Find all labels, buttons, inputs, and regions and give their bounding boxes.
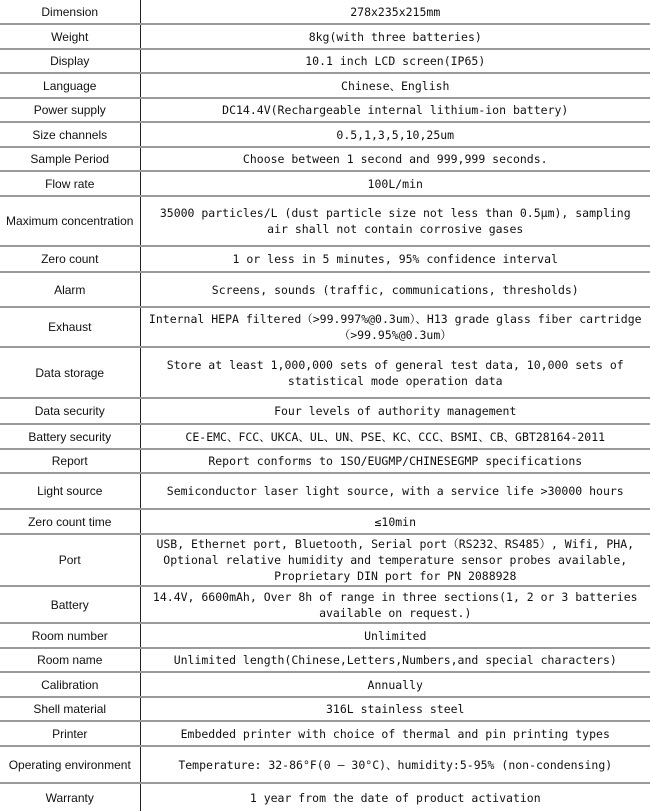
spec-row xyxy=(0,721,650,746)
spec-row xyxy=(0,783,650,811)
spec-label: Data storage xyxy=(0,347,140,398)
spec-value: 10.1 inch LCD screen(IP65) xyxy=(140,49,650,73)
spec-value: Temperature: 32-86°F(0 – 30°C)、humidity:5-95% (non-condensing) xyxy=(140,746,650,783)
spec-label: Sample Period xyxy=(0,147,140,171)
spec-row xyxy=(0,449,650,473)
spec-label: Port xyxy=(0,534,140,586)
spec-row xyxy=(0,398,650,424)
spec-label: Power supply xyxy=(0,98,140,122)
spec-row xyxy=(0,246,650,272)
spec-value: 8kg(with three batteries) xyxy=(140,24,650,49)
spec-value: CE-EMC、FCC、UKCA、UL、UN、PSE、KC、CCC、BSMI、CB、GBT28164-2011 xyxy=(140,424,650,449)
spec-label: Weight xyxy=(0,24,140,49)
spec-row xyxy=(0,697,650,721)
spec-value: USB, Ethernet port, Bluetooth, Serial port（RS232、RS485）, Wifi, PHA, Optional relative humidity and temperature sensor probes available, Proprietary DIN port for PN 2088928 xyxy=(140,534,650,586)
spec-value: Embedded printer with choice of thermal and pin printing types xyxy=(140,721,650,746)
spec-row xyxy=(0,648,650,672)
spec-value: Chinese、English xyxy=(140,73,650,98)
spec-label: Room name xyxy=(0,648,140,672)
spec-label: Room number xyxy=(0,623,140,648)
spec-row xyxy=(0,347,650,398)
spec-row xyxy=(0,586,650,623)
spec-label: Operating environment xyxy=(0,746,140,783)
spec-row xyxy=(0,746,650,783)
spec-value: ≤10min xyxy=(140,509,650,534)
spec-row xyxy=(0,171,650,196)
spec-value: 316L stainless steel xyxy=(140,697,650,721)
spec-row xyxy=(0,672,650,697)
spec-row xyxy=(0,473,650,509)
spec-label: Calibration xyxy=(0,672,140,697)
spec-label: Exhaust xyxy=(0,307,140,347)
spec-label: Shell material xyxy=(0,697,140,721)
spec-row xyxy=(0,196,650,246)
spec-label: Size channels xyxy=(0,122,140,147)
spec-value: Screens, sounds (traffic, communications, thresholds) xyxy=(140,272,650,307)
spec-value: Report conforms to 1SO/EUGMP/CHINESEGMP specifications xyxy=(140,449,650,473)
spec-row xyxy=(0,509,650,534)
spec-value: Store at least 1,000,000 sets of general test data, 10,000 sets of statistical mode operation data xyxy=(140,347,650,398)
spec-row xyxy=(0,98,650,122)
spec-label: Display xyxy=(0,49,140,73)
spec-row xyxy=(0,122,650,147)
spec-label: Flow rate xyxy=(0,171,140,196)
spec-value: 1 or less in 5 minutes, 95% confidence interval xyxy=(140,246,650,272)
spec-value: 278x235x215mm xyxy=(140,0,650,24)
spec-label: Report xyxy=(0,449,140,473)
spec-row xyxy=(0,0,650,24)
spec-row xyxy=(0,424,650,449)
spec-row xyxy=(0,73,650,98)
spec-row xyxy=(0,147,650,171)
spec-row xyxy=(0,272,650,307)
spec-value: Four levels of authority management xyxy=(140,398,650,424)
spec-label: Alarm xyxy=(0,272,140,307)
spec-label: Battery security xyxy=(0,424,140,449)
spec-label: Maximum concentration xyxy=(0,196,140,246)
spec-value: Unlimited length(Chinese,Letters,Numbers,and special characters) xyxy=(140,648,650,672)
spec-value: 14.4V, 6600mAh, Over 8h of range in three sections(1, 2 or 3 batteries available on request.) xyxy=(140,586,650,623)
spec-label: Light source xyxy=(0,473,140,509)
spec-row xyxy=(0,623,650,648)
spec-label: Data security xyxy=(0,398,140,424)
spec-label: Battery xyxy=(0,586,140,623)
spec-label: Warranty xyxy=(0,783,140,811)
spec-value: Annually xyxy=(140,672,650,697)
spec-label: Zero count time xyxy=(0,509,140,534)
spec-value: Semiconductor laser light source, with a service life >30000 hours xyxy=(140,473,650,509)
spec-value: 1 year from the date of product activation xyxy=(249,790,541,805)
spec-label: Dimension xyxy=(0,0,140,24)
spec-row xyxy=(0,307,650,347)
spec-value: DC14.4V(Rechargeable internal lithium-ion battery) xyxy=(140,98,650,122)
spec-label: Language xyxy=(0,73,140,98)
spec-label: Zero count xyxy=(0,246,140,272)
spec-label: Printer xyxy=(0,721,140,746)
spec-value: 100L/min xyxy=(140,171,650,196)
spec-row xyxy=(0,24,650,49)
spec-value: 35000 particles/L (dust particle size not less than 0.5μm), sampling air shall not contain corrosive gases xyxy=(140,196,650,246)
spec-value: 0.5,1,3,5,10,25um xyxy=(140,122,650,147)
spec-value: Internal HEPA filtered（>99.997%@0.3um）、H13 grade glass fiber cartridge（>99.95%@0.3um） xyxy=(140,307,650,347)
spec-row xyxy=(0,49,650,73)
spec-value: Unlimited xyxy=(140,623,650,648)
spec-row xyxy=(0,534,650,586)
spec-value: Choose between 1 second and 999,999 seconds. xyxy=(140,147,650,171)
